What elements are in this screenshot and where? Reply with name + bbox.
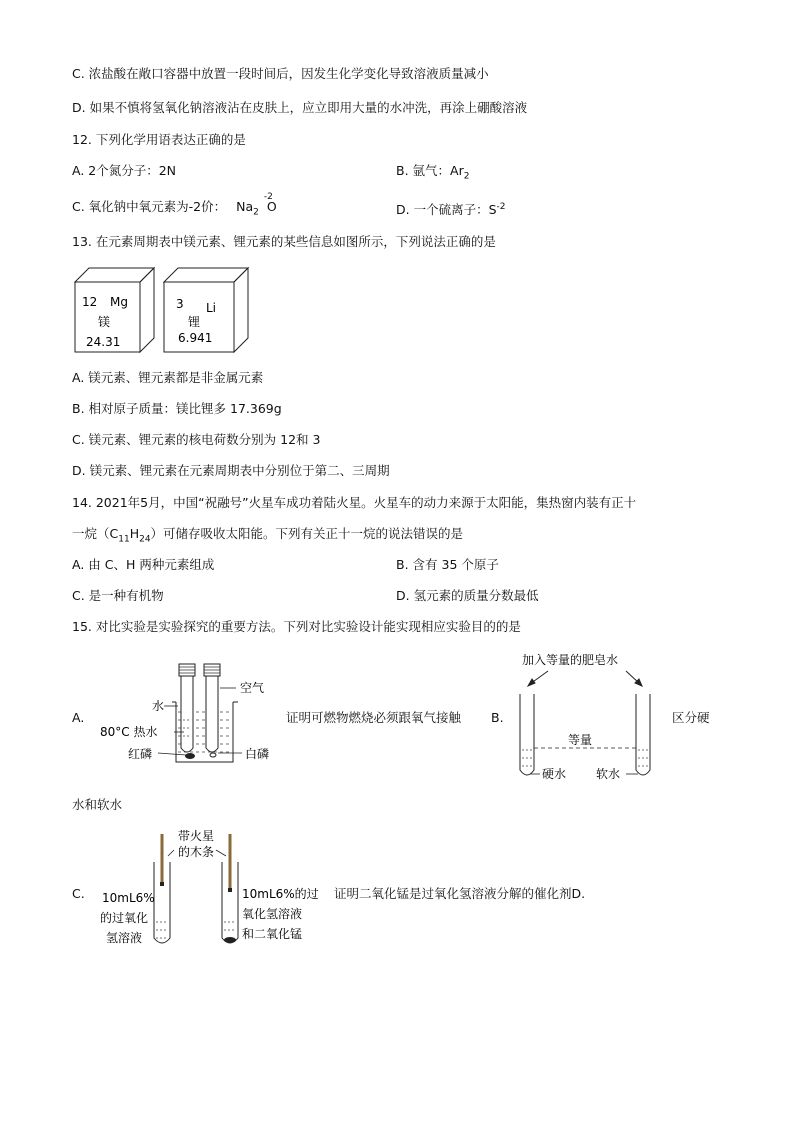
q15-c-text: 证明二氧化锰是过氧化氢溶液分解的催化剂	[334, 886, 572, 901]
sodium-oxide-formula	[236, 192, 277, 218]
label-water: 水	[152, 699, 165, 713]
formula-o-wrap	[263, 192, 277, 214]
q12-b-sub: 2	[463, 171, 470, 182]
question-14-line2	[72, 526, 463, 548]
label-air: 空气	[240, 681, 265, 695]
label-left-3: 氢溶液	[106, 931, 143, 945]
q15-option-a-label: A.	[72, 710, 85, 725]
formula-o: O	[266, 199, 277, 214]
label-hot-water: 80°C 热水	[100, 725, 158, 739]
q12-option-b	[396, 163, 469, 185]
q12-d-text: D. 一个硫离子：S	[396, 202, 497, 218]
question-14-line1: 14. 2021年5月，中国“祝融号”火星车成功着陆火星。火星车的动力来源于太阳能，集热窗内装有正十	[72, 495, 637, 510]
q14-option-d: D. 氢元素的质量分数最低	[396, 588, 539, 603]
q14-post: ）可储存吸收太阳能。下列有关正十一烷的说法错误的是	[150, 526, 464, 541]
q12-option-a: A. 2个氮分子：2N	[72, 163, 177, 178]
label-red-phosphorus: 红磷	[128, 747, 153, 761]
label-white-phosphorus: 白磷	[245, 747, 270, 761]
q12-d-sup: -2	[496, 202, 506, 212]
q15-option-a-text: 证明可燃物燃烧必须跟氧气接触	[286, 710, 462, 725]
element-cards	[72, 264, 262, 358]
q13-option-d: D. 镁元素、锂元素在元素周期表中分别位于第二、三周期	[72, 463, 390, 478]
label-left-2: 的过氧化	[100, 911, 149, 925]
q14-pre: 一烷（C	[72, 526, 119, 541]
option-d-prev: D. 如果不慎将氢氧化钠溶液沾在皮肤上，应立即用大量的水冲洗，再涂上硼酸溶液	[72, 100, 528, 115]
q12-option-c	[72, 192, 277, 221]
label-left-1: 10mL6%	[102, 891, 155, 905]
q15-option-b-label: B.	[491, 710, 504, 725]
q13-option-c: C. 镁元素、锂元素的核电荷数分别为 12和 3	[72, 432, 321, 447]
q14-option-b: B. 含有 35 个原子	[396, 557, 499, 572]
label-equal: 等量	[568, 733, 593, 747]
figure-b-hard-soft-water	[508, 648, 668, 788]
li-number: 3	[176, 297, 184, 311]
figure-c-catalyst	[98, 826, 328, 954]
question-12: 12. 下列化学用语表达正确的是	[72, 132, 246, 147]
li-name: 锂	[188, 315, 201, 329]
li-symbol: Li	[206, 301, 217, 315]
label-right-2: 氧化氢溶液	[242, 907, 303, 921]
q14-sub2: 24	[139, 534, 151, 545]
figure-a-combustion	[98, 660, 278, 770]
q13-option-b: B. 相对原子质量：镁比锂多 17.369g	[72, 401, 282, 416]
q15-option-c-text	[334, 886, 585, 902]
q15-option-c-label: C.	[72, 886, 85, 901]
question-13: 13. 在元素周期表中镁元素、锂元素的某些信息如图所示，下列说法正确的是	[72, 234, 496, 249]
mg-symbol: Mg	[110, 295, 128, 309]
q14-option-c: C. 是一种有机物	[72, 588, 164, 603]
label-right-1: 10mL6%的过	[242, 887, 319, 901]
formula-na: Na	[236, 199, 254, 214]
mg-name: 镁	[98, 315, 111, 329]
mg-number: 12	[82, 295, 98, 309]
question-15: 15. 对比实验是实验探究的重要方法。下列对比实验设计能实现相应实验目的的是	[72, 619, 521, 634]
q12-option-d	[396, 199, 506, 218]
q14-sub1: 11	[118, 534, 130, 545]
q12-b-text: B. 氩气：Ar	[396, 163, 464, 178]
label-soft-water: 软水	[596, 767, 621, 781]
q15-option-b-text: 区分硬	[672, 710, 710, 725]
mg-mass: 24.31	[86, 335, 121, 349]
label-splint-1: 带火星	[178, 829, 215, 843]
label-soap-water: 加入等量的肥皂水	[522, 653, 619, 667]
q14-h: H	[129, 526, 140, 541]
q15-option-b-text-cont: 水和软水	[72, 797, 123, 812]
label-hard-water: 硬水	[542, 767, 567, 781]
q13-option-a: A. 镁元素、锂元素都是非金属元素	[72, 370, 264, 385]
q12-c-text: C. 氧化钠中氧元素为-2价：	[72, 199, 227, 214]
option-c-prev: C. 浓盐酸在敞口容器中放置一段时间后，因发生化学变化导致溶液质量减小	[72, 66, 489, 81]
label-right-3: 和二氧化锰	[242, 927, 303, 941]
q14-option-a: A. 由 C、H 两种元素组成	[72, 557, 215, 572]
valence-mark: -2	[263, 192, 273, 202]
label-splint-2: 的木条	[178, 845, 215, 859]
q15-option-d-label: D.	[571, 886, 586, 901]
formula-sub: 2	[253, 207, 259, 218]
li-mass: 6.941	[178, 331, 213, 345]
